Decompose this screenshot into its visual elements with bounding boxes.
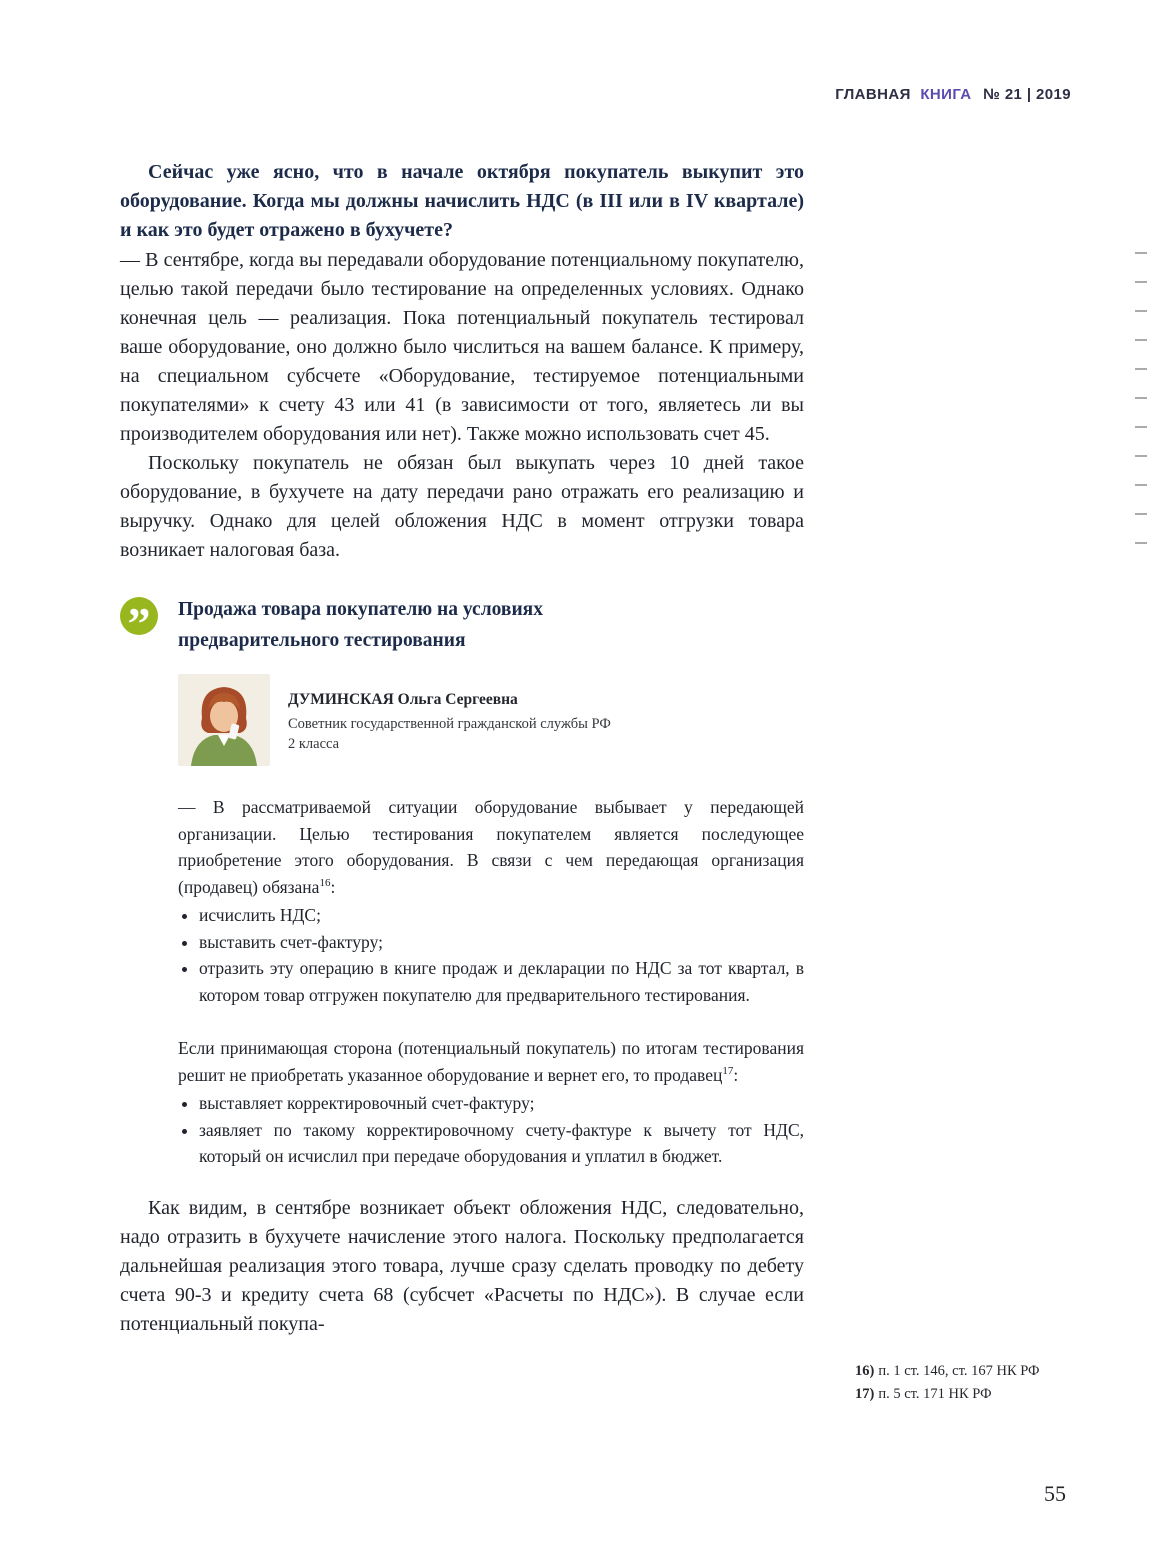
- answer-paragraph-2: Поскольку покупатель не обязан был выкупать через 10 дней такое оборудование, в бухучете на дату передачи рано отражать его реализацию и выручку. Однако для целей обложения НДС в момент отгрузки товара возникает налоговая база.: [120, 452, 804, 561]
- issue-number: № 21 | 2019: [983, 86, 1071, 103]
- quote-paragraph-1-colon: :: [330, 876, 336, 897]
- quote-icon: [120, 597, 158, 635]
- answer-paragraph-1: — В сентябре, когда вы передавали оборудование потенциальному покупателю, целью такой передачи было тестирование на определенных условиях. Однако конечная цель — реализация. Пока потенциальный покупатель тестировал ваше оборудование, оно должно было числиться на вашем балансе. К примеру, на специальном субсчете «Оборудование, тестируемое потенциальными покупателями» к счету 43 или 41 (в зависимости от того, являетесь ли вы производителем оборудования или нет). Также можно использовать счет 45.: [120, 249, 804, 445]
- quote-paragraph-2: [178, 1035, 804, 1088]
- footnote-17: [855, 1383, 1095, 1406]
- brand-glavnaya: ГЛАВНАЯ: [835, 86, 911, 103]
- list-item: • заявляет по такому корректировочному счету-фактуре к вычету тот НДС, который он исчислил при передаче оборудования и уплатил в бюджет.: [199, 1117, 804, 1170]
- quote-bullet-list-2: [178, 1090, 804, 1170]
- footnote-16-text: п. 1 ст. 146, ст. 167 НК РФ: [878, 1363, 1040, 1379]
- list-item: • исчислить НДС;: [199, 902, 804, 929]
- footnote-ref-16: 16: [319, 876, 331, 889]
- closing-paragraph: Как видим, в сентябре возникает объект обложения НДС, следовательно, надо отразить в бухучете начисление этого налога. Поскольку предполагается дальнейшая реализация этого товара, лучше сразу сделать проводку по дебету счета 90-3 и кредиту счета 68 (субсчет «Расчеты по НДС»). В случае если потенциальный покупа-: [120, 1196, 804, 1335]
- quote-bullet-list-1: [178, 902, 804, 1008]
- quote-paragraph-2-colon: :: [733, 1064, 739, 1085]
- footnote-16: [855, 1360, 1095, 1383]
- question-paragraph: Сейчас уже ясно, что в начале октября покупатель выкупит это оборудование. Когда мы должны начислить НДС (в III или в IV квартале) и как это будет отражено в бухучете?: [120, 161, 804, 241]
- expert-info-block: [178, 674, 804, 766]
- footnote-17-label: 17): [855, 1386, 875, 1402]
- page-number: 55: [1044, 1481, 1066, 1506]
- page-header: [835, 86, 1071, 103]
- expert-photo-illustration: [178, 674, 270, 766]
- expert-quote-section: [120, 594, 804, 1170]
- list-item: • выставить счет-фактуру;: [199, 929, 804, 956]
- quote-glyph: ”: [127, 598, 151, 635]
- expert-photo: [178, 674, 270, 766]
- quote-paragraph-1: [178, 794, 804, 900]
- footnote-16-label: 16): [855, 1363, 875, 1379]
- list-item: • выставляет корректировочный счет-фактуру;: [199, 1090, 804, 1117]
- expert-title-line1: Советник государственной гражданской службы РФ: [288, 716, 611, 732]
- expert-meta: [288, 674, 611, 754]
- margin-dash-marks: [1135, 252, 1147, 568]
- footnote-17-text: п. 5 ст. 171 НК РФ: [878, 1386, 992, 1402]
- footnotes-block: [855, 1360, 1095, 1406]
- expert-name: ДУМИНСКАЯ Ольга Сергеевна: [288, 691, 518, 708]
- list-item: • отразить эту операцию в книге продаж и декларации по НДС за тот квартал, в котором товар отгружен покупателю для предварительного тестирования.: [199, 955, 804, 1008]
- quote-title: Продажа товара покупателю на условиях предварительного тестирования: [178, 599, 543, 651]
- expert-title-line2: 2 класса: [288, 736, 340, 752]
- quote-paragraph-1-text: — В рассматриваемой ситуации оборудование выбывает у передающей организации. Целью тестирования покупателем является последующее приобретение этого оборудования. В связи с чем передающая организация (продавец) обязана: [178, 797, 804, 897]
- footnote-ref-17: 17: [722, 1064, 734, 1077]
- quote-paragraph-2-text: Если принимающая сторона (потенциальный покупатель) по итогам тестирования решит не приобретать указанное оборудование и вернет его, то продавец: [178, 1038, 804, 1085]
- brand-kniga: КНИГА: [920, 86, 972, 103]
- main-text-column: [120, 158, 804, 1339]
